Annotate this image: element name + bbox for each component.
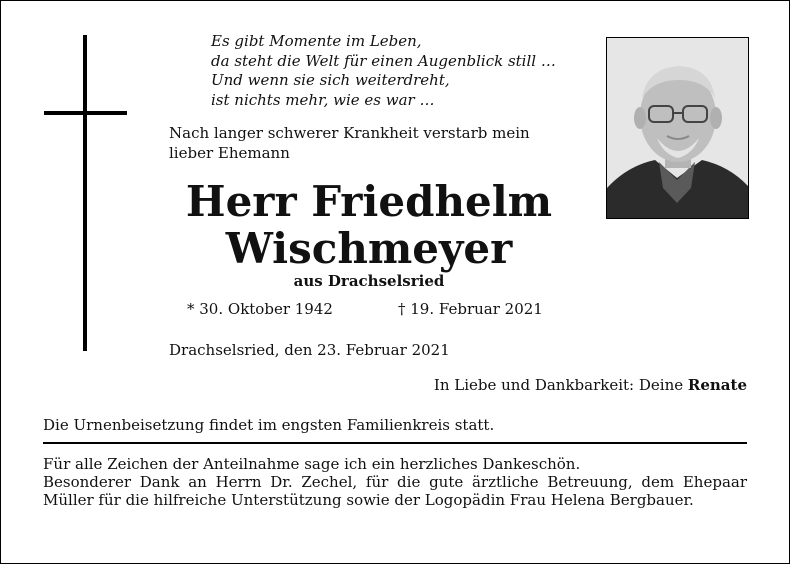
poem — [211, 32, 556, 110]
cross-icon-horizontal — [44, 111, 127, 115]
poem-line: Es gibt Momente im Leben, — [211, 32, 422, 50]
thanks-paragraph: Besonderer Dank an Herrn Dr. Zechel, für die gute ärztliche Betreuung, dem Ehepaar Müller für die hilfreiche Unterstützung sowie der Logopädin Frau Helena Bergbauer. — [43, 473, 747, 509]
deceased-origin: aus Drachselsried — [293, 272, 445, 290]
poem-line: da steht die Welt für einen Augenblick still … — [211, 51, 556, 70]
intro-line: Nach langer schwerer Krankheit verstarb mein — [169, 124, 530, 142]
birth-date: * 30. Oktober 1942 — [187, 300, 333, 318]
poem-line: Und wenn sie sich weiterdreht, — [211, 71, 450, 89]
cross-icon-vertical — [83, 35, 87, 351]
burial-note: Die Urnenbeisetzung findet im engsten Familienkreis statt. — [43, 416, 495, 434]
thanks-line: Für alle Zeichen der Anteilnahme sage ich ein herzliches Dankeschön. — [43, 455, 581, 473]
thanks-section — [43, 455, 747, 509]
place-and-date: Drachselsried, den 23. Februar 2021 — [169, 341, 450, 359]
poem-line: ist nichts mehr, wie es war … — [211, 90, 435, 109]
portrait-photo — [606, 37, 749, 219]
death-date: † 19. Februar 2021 — [398, 300, 543, 318]
signature — [434, 376, 747, 394]
deceased-name-first: Herr Friedhelm — [185, 177, 553, 226]
signature-name: Renate — [687, 376, 747, 394]
intro-line: lieber Ehemann — [169, 143, 290, 162]
signature-prefix: In Liebe und Dankbarkeit: Deine — [433, 376, 684, 394]
portrait-icon — [607, 38, 748, 218]
divider — [43, 442, 747, 444]
deceased-name-last: Wischmeyer — [225, 224, 513, 273]
intro-text — [169, 124, 530, 163]
